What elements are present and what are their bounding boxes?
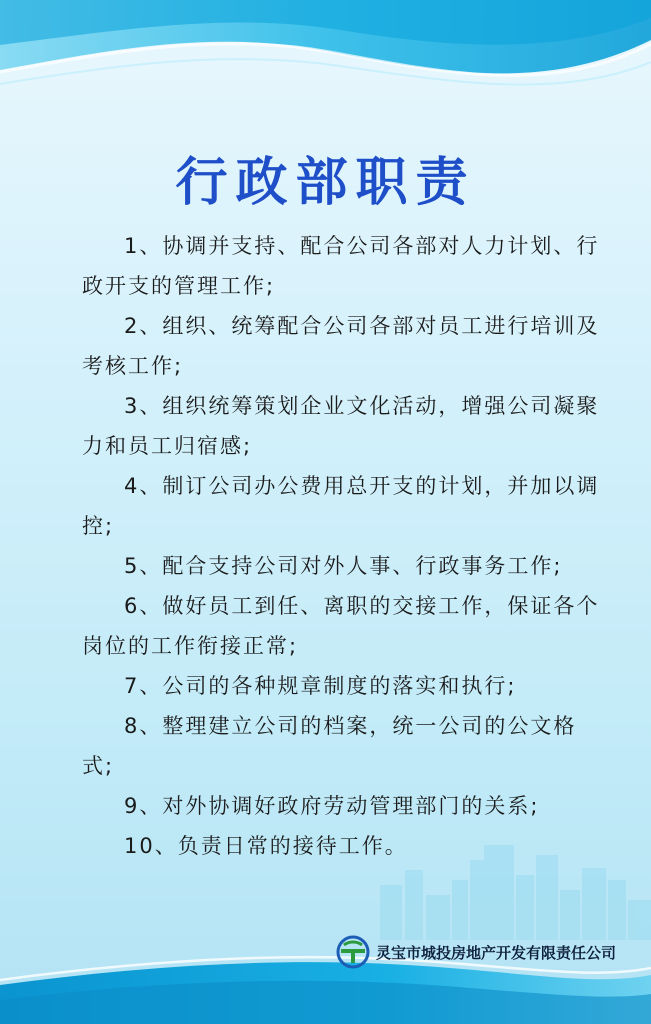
duty-item-10: 10、负责日常的接待工作。 (124, 834, 408, 858)
top-wave (0, 0, 651, 85)
duty-item-8: 8、整理建立公司的档案，统一公司的公文格式; (82, 714, 577, 778)
page-title: 行政部职责 (175, 153, 476, 213)
company-logo-icon (336, 935, 370, 969)
duty-item-6: 6、做好员工到任、离职的交接工作，保证各个岗位的工作衔接正常; (82, 594, 600, 658)
duty-item-1: 1、协调并支持、配合公司各部对人力计划、行政开支的管理工作; (82, 234, 600, 298)
duty-item-7: 7、公司的各种规章制度的落实和执行; (124, 674, 517, 698)
duty-item-4: 4、制订公司办公费用总开支的计划，并加以调控; (82, 474, 600, 538)
duties-list (82, 226, 604, 866)
duty-item-3: 3、组织统筹策划企业文化活动，增强公司凝聚力和员工归宿感; (82, 394, 600, 458)
duty-item-5: 5、配合支持公司对外人事、行政事务工作; (124, 554, 563, 578)
company-name: 灵宝市城投房地产开发有限责任公司 (376, 943, 617, 962)
duty-item-2: 2、组织、统筹配合公司各部对员工进行培训及考核工作; (82, 314, 600, 378)
company-footer (336, 935, 616, 969)
duty-item-9: 9、对外协调好政府劳动管理部门的关系; (124, 794, 540, 818)
